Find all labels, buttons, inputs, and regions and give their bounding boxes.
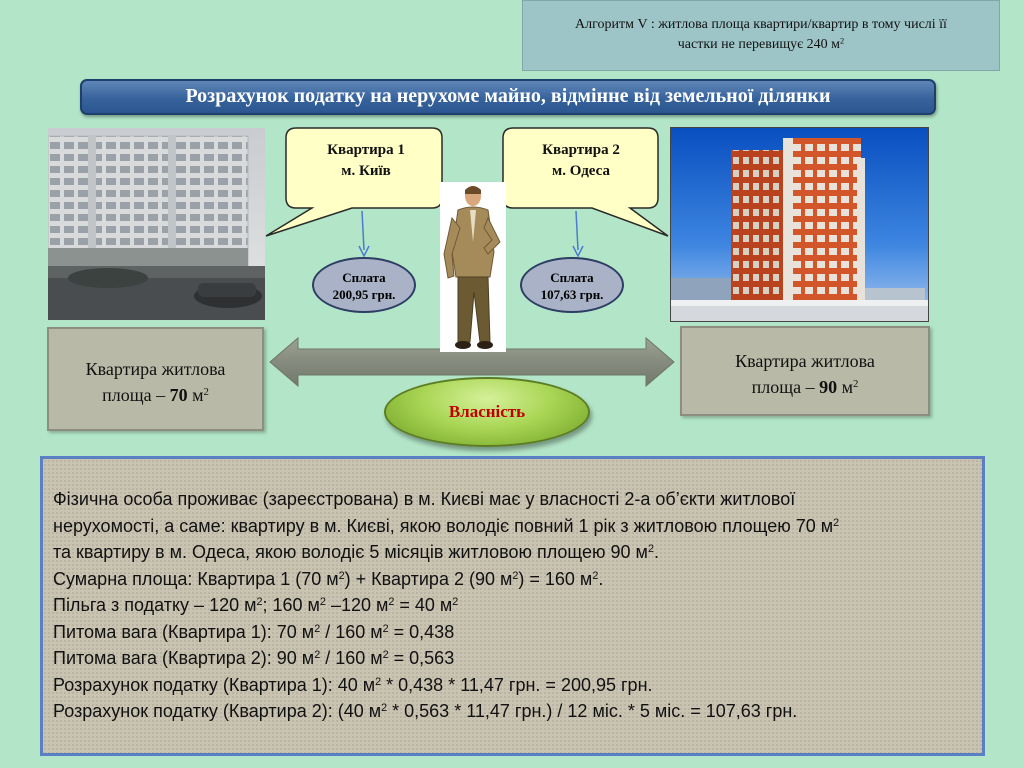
calc-line-total-area: Сумарна площа: Квартира 1 (70 $м^2$) + Квартира 2 (90 $м^2) = 160$ $м^2$. [53, 568, 604, 589]
calc-line-3: та квартиру в м. Одеса, якою володіє 5 місяців житловою площею 90 $м^2$. [53, 542, 659, 562]
payment-apartment-2: Сплата 107,63 грн. [520, 257, 624, 313]
payment-apartment-1: Сплата 200,95 грн. [312, 257, 416, 313]
algorithm-line-1: Алгоритм V : житлова площа квартири/квартир в тому числі її [575, 17, 947, 32]
calc-line-tax-1: Розрахунок податку (Квартира 1): 40 $м^2 * 0,438 * 11,47$ грн. = 200,95 грн. [53, 674, 653, 695]
calc-line-2: нерухомості, а саме: квартиру в м. Києві, якою володіє повний 1 рік з житловою площею 70 $м^2$ [53, 515, 840, 536]
calc-line-tax-2: Розрахунок податку (Квартира 2): (40 $м^2 * 0,563 * 11,47$ грн.) / 12 міс. * 5 міс. = 107,63 грн. [53, 701, 798, 721]
calc-line-weight-2: Питома вага (Квартира 2): 90 $м^2 / 160$ $м^2 = 0,563$ [53, 648, 455, 668]
person-image [440, 182, 506, 352]
calc-line-weight-1: Питома вага (Квартира 1): 70 $м^2 / 160$ $м^2 = 0,438$ [53, 621, 455, 642]
area-box-apartment-1: Квартира житлова площа – 70 $м^2$ [47, 327, 264, 431]
algorithm-line-2: частки не перевищує 240 $м^2$ [677, 36, 845, 52]
calc-line-relief: Пільга з податку – 120 $м^2$; 160 $м^2$ –120 $м^2 = 40$ $м^2$ [53, 595, 459, 615]
ownership-label: Власність [384, 377, 590, 447]
page-title: Розрахунок податку на нерухоме майно, відмінне від земельної ділянки [80, 79, 936, 115]
calc-line-1: Фізична особа проживає (зареєстрована) в м. Києві має у власності 2-а об’єкти житлової [53, 489, 796, 509]
calculation-panel [40, 456, 985, 756]
area-box-apartment-2: Квартира житлова площа – 90 $м^2$ [680, 326, 930, 416]
bubble-apartment-2: Квартира 2 м. Одеса [542, 142, 620, 179]
bubble-apartment-1: Квартира 1 м. Київ [327, 142, 405, 179]
